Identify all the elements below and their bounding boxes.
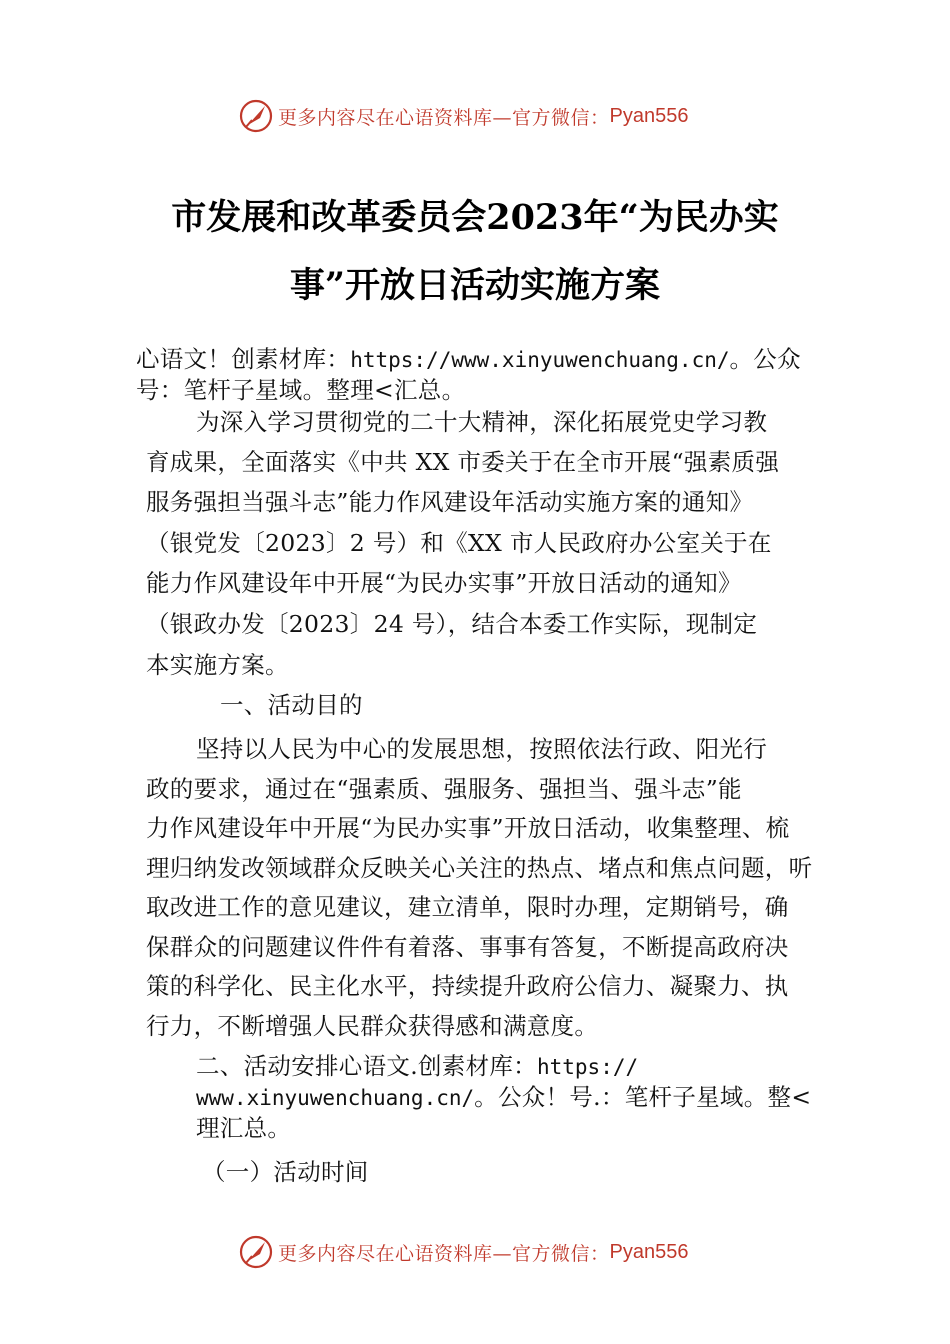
banner-text: 更多内容尽在心语资料库—官方微信： [278,1242,610,1265]
intro-line: （银政办发〔2023〕24 号），结合本委工作实际，现制定 [146,610,758,638]
document-title-line-2: 事”开放日活动实施方案 [289,265,661,306]
section-1-line: 取改进工作的意见建议，建立清单，限时办理，定期销号，确 [146,893,789,921]
quill-logo-icon [238,1234,274,1270]
intro-line: 服务强担当强斗志”能力作风建设年活动实施方案的通知》 [146,488,754,516]
header-banner [238,96,738,136]
intro-line: 为深入学习贯彻党的二十大精神，深化拓展党史学习教 [196,408,768,436]
watermark-line-2: 号：笔杆子星域。整理<汇总。 [136,376,466,404]
section-1-line: 政的要求，通过在“强素质、强服务、强担当、强斗志”能 [146,775,742,803]
watermark-line-1: 心语文！创素材库：https://www.xinyuwenchuang.cn/。公众 [136,345,801,373]
subsection-1-heading: （一）活动时间 [202,1158,369,1186]
banner-wechat-id: Pyan556 [609,104,689,127]
section-2-line-3: 理汇总。 [196,1114,292,1142]
section-1-heading: 一、活动目的 [220,691,363,719]
banner-wechat-id: Pyan556 [609,1240,689,1263]
intro-line: 育成果，全面落实《中共 XX 市委关于在全市开展“强素质强 [146,448,780,476]
quill-logo-icon [238,98,274,134]
section-2-url[interactable]: www.xinyuwenchuang.cn/ [196,1086,475,1110]
section-2-heading: 二、活动安排心语文.创素材库：https:// [196,1052,639,1080]
intro-line: 本实施方案。 [146,651,289,679]
section-2-line-2: www.xinyuwenchuang.cn/。公众！号.：笔杆子星域。整< [196,1083,812,1111]
section-1-line: 理归纳发改领域群众反映关心关注的热点、堵点和焦点问题，听 [146,854,813,882]
section-2-url-part[interactable]: https:// [536,1055,639,1079]
section-1-line: 策的科学化、民主化水平，持续提升政府公信力、凝聚力、执 [146,972,789,1000]
section-1-line: 力作风建设年中开展“为民办实事”开放日活动，收集整理、梳 [146,814,790,842]
section-1-line: 保群众的问题建议件件有着落、事事有答复，不断提高政府决 [146,933,789,961]
document-title-line-1: 市发展和改革委员会2023年“为民办实 [171,197,779,238]
banner-text: 更多内容尽在心语资料库—官方微信： [278,106,610,129]
footer-banner [238,1232,738,1272]
section-1-line: 行力，不断增强人民群众获得感和满意度。 [146,1012,599,1040]
intro-line: （银党发〔2023〕2 号）和《XX 市人民政府办公室关于在 [146,529,772,557]
intro-line: 能力作风建设年中开展“为民办实事”开放日活动的通知》 [146,569,742,597]
watermark-url[interactable]: https://www.xinyuwenchuang.cn/ [350,348,730,372]
section-1-line: 坚持以人民为中心的发展思想，按照依法行政、阳光行 [196,735,768,763]
